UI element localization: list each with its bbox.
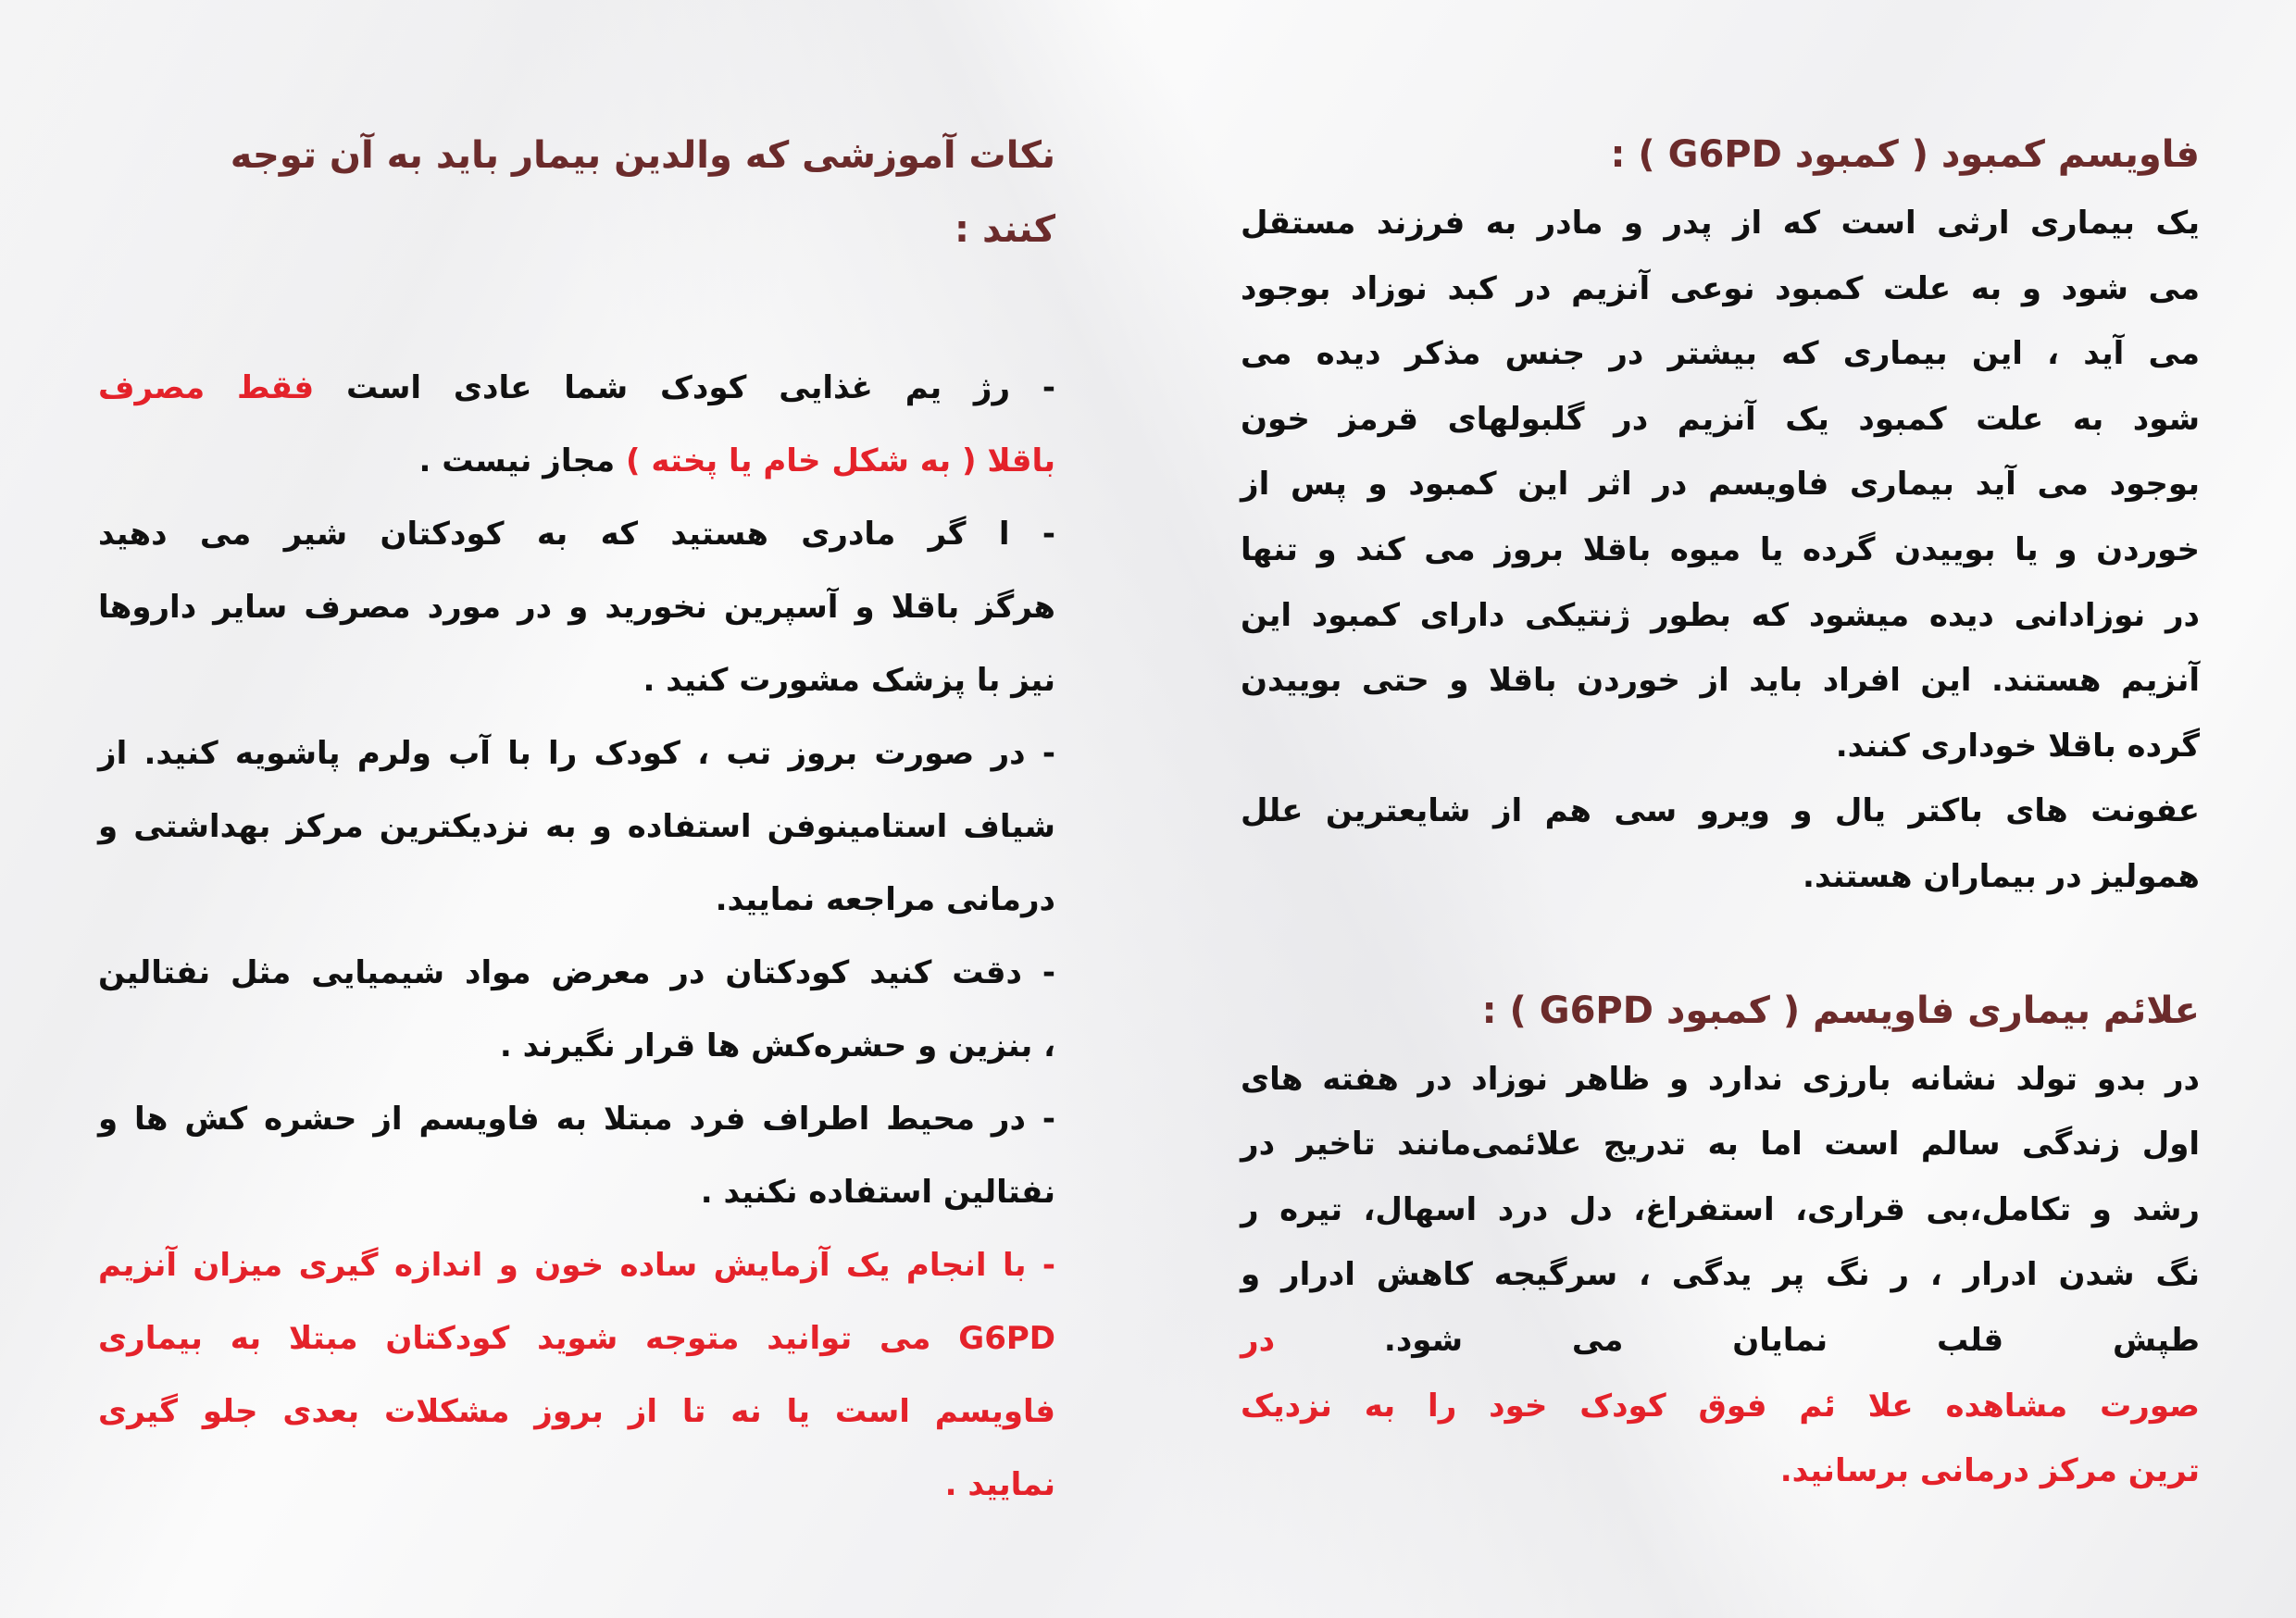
body-text: طپش قلب نمایان می شود. — [1275, 1321, 2200, 1359]
text-line — [1241, 1112, 2200, 1177]
text-line — [1241, 1374, 2200, 1439]
body-text: نگ شدن ادرار ، ر نگ پر یدگی ، سرگیجه کاهش ادرار و — [1241, 1256, 2200, 1294]
body-text: اول زندگی سالم است اما به تدریج علائمی‌مانند تاخیر در — [1241, 1126, 2200, 1164]
text-line — [1241, 844, 2200, 910]
text-line — [1241, 256, 2200, 322]
highlighted-text: G6PD می توانید متوجه شوید کودکتان مبتلا به بیماری — [98, 1320, 1055, 1357]
text-line — [98, 1449, 1055, 1522]
highlighted-text: در — [1241, 1321, 1276, 1359]
body-text: در بدو تولد نشانه بارزی ندارد و ظاهر نوزاد در هفته های — [1241, 1060, 2200, 1098]
text-line — [1241, 1438, 2200, 1504]
text-line — [98, 1083, 1055, 1156]
body-text: نیز با پزشک مشورت کنید . — [643, 662, 1055, 699]
section-body — [1241, 1047, 2200, 1504]
body-text: درمانی مراجعه نمایید. — [715, 881, 1055, 918]
text-line — [98, 1302, 1055, 1375]
text-line — [98, 1229, 1055, 1302]
body-text: نفتالین استفاده نکنید . — [700, 1174, 1055, 1211]
highlighted-text: نمایید . — [944, 1466, 1055, 1503]
section-heading-parent-tips-cont: کنند : — [955, 208, 1055, 251]
section-body — [1241, 191, 2200, 910]
text-line — [1241, 648, 2200, 714]
highlighted-text: باقلا ( به شکل خام یا پخته ) — [615, 442, 1055, 479]
text-line — [1241, 191, 2200, 256]
text-line — [98, 352, 1055, 425]
text-line — [1241, 1047, 2200, 1113]
section-heading-favism: فاویسم کمبود ( کمبود G6PD ) : — [1610, 133, 2200, 176]
text-line — [1241, 517, 2200, 583]
text-line — [98, 644, 1055, 717]
favism-definition-section — [1241, 118, 2200, 910]
body-text: می آید ، این بیماری که بیشتر در جنس مذکر دیده می — [1241, 335, 2200, 373]
text-line — [1241, 778, 2200, 844]
body-text: گرده باقلا خوداری کنند. — [1835, 727, 2200, 765]
body-text: آنزیم هستند. این افراد باید از خوردن باقلا و حتی بوییدن — [1241, 662, 2200, 700]
body-text: - رژ یم غذایی کودک شما عادی است — [314, 369, 1055, 406]
body-text: عفونت های باکتر یال و ویرو سی هم از شایعترین علل — [1241, 792, 2200, 830]
body-text: شیاف استامینوفن استفاده و به نزدیکترین مرکز بهداشتی و — [98, 808, 1055, 845]
text-line — [1241, 321, 2200, 387]
text-line — [98, 425, 1055, 498]
body-text: هرگز باقلا و آسپرین نخورید و در مورد مصرف سایر داروها — [98, 589, 1055, 626]
favism-symptoms-section — [1241, 975, 2200, 1504]
body-text: یک بیماری ارثی است که از پدر و مادر به فرزند مستقل — [1241, 205, 2200, 242]
body-text: - در محیط اطراف فرد مبتلا به فاویسم از حشره کش ها و — [98, 1101, 1055, 1138]
section-heading-symptoms: علائم بیماری فاویسم ( کمبود G6PD ) : — [1481, 989, 2200, 1032]
text-line — [98, 1375, 1055, 1449]
highlighted-text: - با انجام یک آزمایش ساده خون و اندازه گیری میزان آنزیم — [98, 1247, 1055, 1284]
text-line — [98, 937, 1055, 1010]
body-text: ، بنزین و حشره‌کش ها قرار نگیرند . — [499, 1027, 1055, 1064]
body-text: همولیز در بیماران هستند. — [1803, 857, 2200, 895]
body-text: بوجود می آید بیماری فاویسم در اثر این کمبود و پس از — [1241, 466, 2200, 504]
text-line — [98, 1156, 1055, 1229]
text-line — [1241, 1177, 2200, 1243]
text-line — [98, 790, 1055, 864]
body-text: - در صورت بروز تب ، کودک را با آب ولرم پاشویه کنید. از — [98, 735, 1055, 772]
text-line — [1241, 1242, 2200, 1308]
body-text: مجاز نیست . — [418, 442, 616, 479]
body-text: خوردن و یا بوییدن گرده یا میوه باقلا بروز می کند و تنها — [1241, 530, 2200, 568]
text-line — [1241, 387, 2200, 453]
text-line — [1241, 714, 2200, 779]
body-text: رشد و تکامل،بی قراری، استفراغ، دل درد اسهال، تیره ر — [1241, 1190, 2200, 1228]
highlighted-text: فقط مصرف — [98, 369, 315, 406]
text-line — [98, 498, 1055, 571]
body-text: می شود و به علت کمبود نوعی آنزیم در کبد نوزاد بوجود — [1241, 269, 2200, 307]
text-line — [98, 1010, 1055, 1083]
left-column — [98, 118, 1055, 1522]
text-line — [1241, 1308, 2200, 1374]
body-text: - دقت کنید کودکتان در معرض مواد شیمیایی مثل نفتالین — [98, 954, 1055, 991]
text-line — [98, 571, 1055, 644]
text-line — [98, 717, 1055, 790]
highlighted-text: صورت مشاهده علا ئم فوق کودک خود را به نزدیک — [1241, 1387, 2200, 1425]
body-text: شود به علت کمبود یک آنزیم در گلبولهای قرمز خون — [1241, 400, 2200, 438]
text-line — [1241, 583, 2200, 649]
body-text: در نوزادانی دیده میشود که بطور ژنتیکی دارای کمبود این — [1241, 596, 2200, 634]
parent-tips-list — [98, 352, 1055, 1522]
section-heading-parent-tips: نکات آموزشی که والدین بیمار باید به آن توجه — [230, 134, 1055, 177]
text-line — [98, 864, 1055, 937]
body-text: - ا گر مادری هستید که به کودکتان شیر می دهید — [98, 516, 1055, 553]
highlighted-text: ترین مرکز درمانی برسانید. — [1779, 1452, 2200, 1490]
text-line — [1241, 452, 2200, 517]
right-column — [1241, 118, 2200, 1504]
highlighted-text: فاویسم است یا نه تا از بروز مشکلات بعدی جلو گیری — [98, 1393, 1055, 1430]
